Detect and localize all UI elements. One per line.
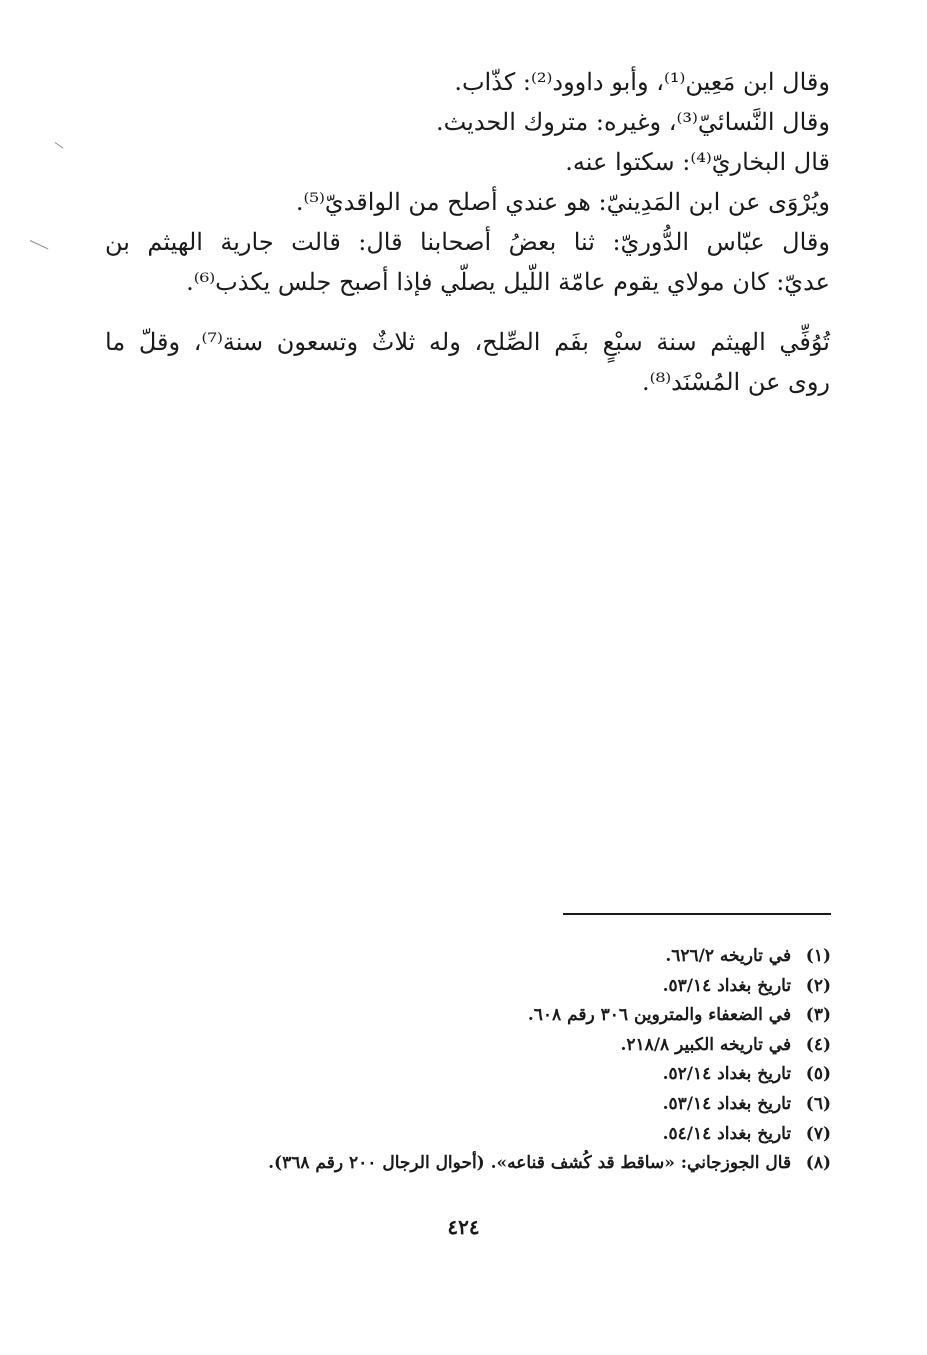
footnote-text: تاريخ بغداد ٥٢/١٤. [662, 1064, 792, 1085]
footnote-text: قال الجوزجاني: «ساقط قد كُشف قناعه». (أحوال الرجال ٢٠٠ رقم ٣٦٨). [268, 1153, 792, 1174]
footnote-1 [268, 942, 831, 972]
footnote-text: في تاريخه ٦٢٦/٢. [665, 946, 792, 966]
footnote-number: (٥) [805, 1064, 831, 1085]
text-line: ويُرْوَى عن ابن المَدِينيّ: هو عندي أصلح من الواقديّ⁽⁵⁾. [295, 188, 830, 216]
text-line: روى عن المُسْنَد⁽⁸⁾. [642, 368, 830, 396]
footnote-number: (٤) [805, 1034, 831, 1055]
footnote-text: في الضعفاء والمتروين ٣٠٦ رقم ٦٠٨. [527, 1005, 792, 1026]
footnote-4 [268, 1031, 831, 1061]
text-line: وقال النَّسائيّ⁽³⁾، وغيره: متروك الحديث. [435, 108, 830, 136]
footnote-6 [268, 1090, 831, 1120]
footnote-3 [268, 1001, 831, 1031]
footnote-text: تاريخ بغداد ٥٣/١٤. [662, 1093, 792, 1114]
footnote-8 [268, 1149, 831, 1179]
scan-mark [55, 142, 64, 149]
footnote-number: (٣) [805, 1005, 831, 1026]
footnote-number: (٦) [805, 1093, 831, 1114]
text-line: وقال عبّاس الدُّوريّ: ثنا بعضُ أصحابنا قال: قالت جارية الهيثم بن [105, 228, 830, 256]
footnote-5 [268, 1060, 831, 1090]
paragraph-gap [105, 302, 830, 322]
scan-mark [30, 240, 49, 249]
footnotes-block [268, 942, 831, 1179]
text-line: تُوُفِّي الهيثم سنة سبْعٍ بفَم الصِّلح، وله ثلاثٌ وتسعون سنة⁽⁷⁾، وقلّ ما [105, 328, 830, 356]
footnote-number: (٢) [805, 975, 831, 996]
footnote-divider [563, 913, 831, 915]
text-line: عديّ: كان مولاي يقوم عامّة اللّيل يصلّي فإذا أصبح جلس يكذب⁽⁶⁾. [186, 268, 830, 296]
footnote-number: (٧) [805, 1123, 831, 1144]
text-line: قال البخاريّ⁽⁴⁾: سكتوا عنه. [565, 148, 830, 176]
footnote-7 [268, 1120, 831, 1150]
text-line: وقال ابن مَعِين⁽¹⁾، وأبو داوود⁽²⁾: كذّاب. [454, 68, 830, 96]
main-text-block [105, 62, 830, 402]
page-number: ٤٢٤ [447, 1215, 480, 1239]
footnote-text: تاريخ بغداد ٥٣/١٤. [662, 975, 792, 996]
footnote-text: في تاريخه الكبير ٢١٨/٨. [620, 1034, 792, 1055]
footnote-2 [268, 972, 831, 1002]
footnote-number: (٨) [805, 1153, 831, 1174]
footnote-text: تاريخ بغداد ٥٤/١٤. [662, 1123, 792, 1144]
footnote-number: (١) [805, 946, 831, 966]
